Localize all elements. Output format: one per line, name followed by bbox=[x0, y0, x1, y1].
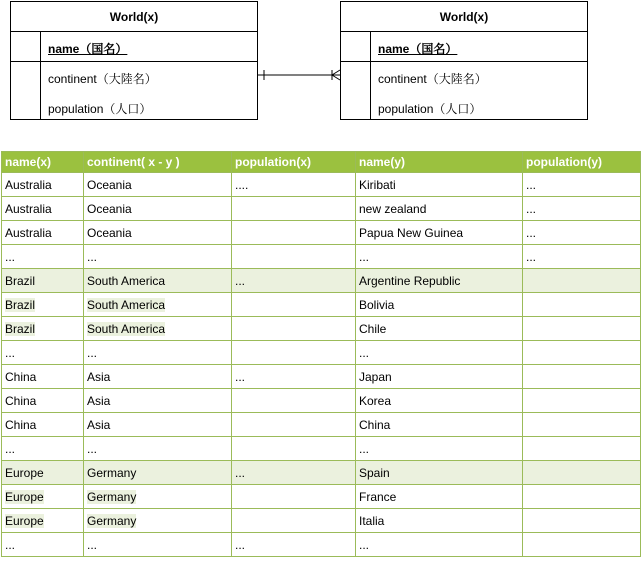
table-cell bbox=[523, 293, 641, 317]
table-cell bbox=[356, 509, 523, 533]
cell-text: Europe bbox=[5, 513, 44, 528]
table-cell bbox=[2, 437, 84, 461]
cell-text: Europe bbox=[5, 465, 44, 480]
cell-text: Europe bbox=[5, 489, 44, 504]
cell-text: ... bbox=[87, 441, 98, 456]
cell-text: Italia bbox=[359, 513, 385, 528]
table-row bbox=[2, 197, 641, 221]
table-cell bbox=[84, 461, 232, 485]
table-body bbox=[2, 173, 641, 557]
cell-text: South America bbox=[87, 297, 166, 312]
table-cell bbox=[2, 461, 84, 485]
column-header: name(y) bbox=[356, 152, 523, 173]
table-cell bbox=[523, 413, 641, 437]
table-cell bbox=[84, 413, 232, 437]
cell-text: ... bbox=[526, 225, 537, 240]
table-cell bbox=[84, 437, 232, 461]
table-cell bbox=[356, 269, 523, 293]
table-cell bbox=[84, 509, 232, 533]
cell-text: Argentine Republic bbox=[359, 273, 461, 288]
table-cell bbox=[232, 461, 356, 485]
table-cell bbox=[232, 173, 356, 197]
table-cell bbox=[356, 533, 523, 557]
table-cell bbox=[84, 173, 232, 197]
table-cell bbox=[84, 341, 232, 365]
cell-text: Brazil bbox=[5, 273, 36, 288]
cell-text: ... bbox=[5, 249, 16, 264]
cell-text: Asia bbox=[87, 393, 111, 408]
table-cell bbox=[232, 269, 356, 293]
cell-text: Spain bbox=[359, 465, 390, 480]
cell-text: China bbox=[359, 417, 391, 432]
cell-text: Germany bbox=[87, 489, 137, 504]
table-row bbox=[2, 389, 641, 413]
cell-text: ... bbox=[87, 345, 98, 360]
cell-text: new zealand bbox=[359, 201, 427, 216]
cell-text: ... bbox=[235, 369, 246, 384]
cell-text: ... bbox=[359, 345, 370, 360]
table-cell bbox=[232, 197, 356, 221]
cell-text: ... bbox=[235, 537, 246, 552]
table-cell bbox=[523, 341, 641, 365]
table-cell bbox=[2, 269, 84, 293]
cell-text: Oceania bbox=[87, 177, 132, 192]
table-cell bbox=[84, 245, 232, 269]
column-header: continent( x - y ) bbox=[84, 152, 232, 173]
cell-text: Oceania bbox=[87, 225, 132, 240]
table-row bbox=[2, 269, 641, 293]
table-cell bbox=[523, 197, 641, 221]
table-row bbox=[2, 317, 641, 341]
table-row bbox=[2, 533, 641, 557]
table-cell bbox=[84, 293, 232, 317]
table-cell bbox=[2, 485, 84, 509]
table-row bbox=[2, 293, 641, 317]
table-cell bbox=[2, 389, 84, 413]
cell-text: Asia bbox=[87, 417, 111, 432]
cell-text: Australia bbox=[5, 201, 52, 216]
table-row bbox=[2, 485, 641, 509]
cell-text: China bbox=[5, 417, 37, 432]
table-cell bbox=[84, 317, 232, 341]
table-cell bbox=[84, 197, 232, 221]
table-cell bbox=[356, 221, 523, 245]
table-cell bbox=[2, 173, 84, 197]
cell-text: ... bbox=[235, 465, 246, 480]
table-cell bbox=[523, 461, 641, 485]
table-cell bbox=[523, 365, 641, 389]
cell-text: .... bbox=[235, 177, 249, 192]
table-cell bbox=[2, 293, 84, 317]
column-header: population(y) bbox=[523, 152, 641, 173]
table-cell bbox=[232, 365, 356, 389]
many-marker-prong bbox=[332, 70, 340, 75]
table-cell bbox=[523, 269, 641, 293]
table-cell bbox=[84, 485, 232, 509]
cell-text: Kiribati bbox=[359, 177, 396, 192]
entity-attribute: population（人口） bbox=[378, 102, 482, 116]
cell-text: Bolivia bbox=[359, 297, 395, 312]
table-cell bbox=[356, 389, 523, 413]
table-cell bbox=[232, 245, 356, 269]
table-cell bbox=[232, 485, 356, 509]
table-cell bbox=[232, 437, 356, 461]
column-header: name(x) bbox=[2, 152, 84, 173]
table-cell bbox=[84, 269, 232, 293]
table-row bbox=[2, 365, 641, 389]
cell-text: ... bbox=[235, 273, 246, 288]
cell-text: Australia bbox=[5, 225, 52, 240]
table-row bbox=[2, 173, 641, 197]
column-header: population(x) bbox=[232, 152, 356, 173]
table-row bbox=[2, 461, 641, 485]
table-cell bbox=[84, 365, 232, 389]
cell-text: Germany bbox=[87, 465, 137, 480]
table-cell bbox=[523, 533, 641, 557]
table-cell bbox=[232, 221, 356, 245]
join-result-table bbox=[1, 151, 641, 557]
table-cell bbox=[523, 389, 641, 413]
table-cell bbox=[356, 461, 523, 485]
table-cell bbox=[356, 485, 523, 509]
table-row bbox=[2, 437, 641, 461]
table-cell bbox=[232, 413, 356, 437]
table-cell bbox=[232, 389, 356, 413]
cell-text: ... bbox=[359, 249, 370, 264]
cell-text: Australia bbox=[5, 177, 52, 192]
table-cell bbox=[2, 245, 84, 269]
cell-text: ... bbox=[526, 249, 537, 264]
cell-text: South America bbox=[87, 273, 166, 288]
table-cell bbox=[232, 533, 356, 557]
table-cell bbox=[523, 173, 641, 197]
cell-text: Papua New Guinea bbox=[359, 225, 464, 240]
table-cell bbox=[232, 509, 356, 533]
table-cell bbox=[2, 509, 84, 533]
cell-text: France bbox=[359, 489, 397, 504]
table-cell bbox=[2, 341, 84, 365]
table-cell bbox=[84, 221, 232, 245]
table-cell bbox=[523, 245, 641, 269]
entity-title: World(x) bbox=[341, 2, 587, 32]
table-cell bbox=[523, 317, 641, 341]
cell-text: Oceania bbox=[87, 201, 132, 216]
cell-text: Chile bbox=[359, 321, 387, 336]
table-cell bbox=[356, 341, 523, 365]
cell-text: ... bbox=[5, 537, 16, 552]
table-cell bbox=[356, 197, 523, 221]
table-cell bbox=[2, 197, 84, 221]
table-cell bbox=[232, 317, 356, 341]
table-cell bbox=[232, 293, 356, 317]
entity-title: World(x) bbox=[11, 2, 257, 32]
table-cell bbox=[2, 413, 84, 437]
cell-text: Germany bbox=[87, 513, 137, 528]
cell-text: ... bbox=[87, 249, 98, 264]
table-cell bbox=[356, 173, 523, 197]
table-cell bbox=[356, 413, 523, 437]
table-cell bbox=[523, 437, 641, 461]
table-cell bbox=[84, 533, 232, 557]
table-cell bbox=[84, 389, 232, 413]
table-row bbox=[2, 413, 641, 437]
table-cell bbox=[356, 245, 523, 269]
table-cell bbox=[356, 293, 523, 317]
cell-text: ... bbox=[359, 537, 370, 552]
cell-text: ... bbox=[526, 177, 537, 192]
table-cell bbox=[2, 365, 84, 389]
table-cell bbox=[523, 509, 641, 533]
table-cell bbox=[2, 317, 84, 341]
entity-primary-key: name（国名） bbox=[378, 42, 458, 56]
table-header-row bbox=[2, 152, 641, 173]
cell-text: Korea bbox=[359, 393, 392, 408]
table-cell bbox=[232, 341, 356, 365]
cell-text: Brazil bbox=[5, 321, 36, 336]
cell-text: ... bbox=[5, 345, 16, 360]
relationship-connector bbox=[0, 0, 641, 130]
cell-text: China bbox=[5, 369, 37, 384]
cell-text: ... bbox=[87, 537, 98, 552]
table-cell bbox=[523, 221, 641, 245]
entity-attribute: population（人口） bbox=[48, 102, 152, 116]
cell-text: South America bbox=[87, 321, 166, 336]
cell-text: Brazil bbox=[5, 297, 36, 312]
table-cell bbox=[356, 365, 523, 389]
table-cell bbox=[2, 221, 84, 245]
table-row bbox=[2, 245, 641, 269]
table-cell bbox=[356, 317, 523, 341]
cell-text: ... bbox=[526, 201, 537, 216]
table-cell bbox=[356, 437, 523, 461]
cell-text: Asia bbox=[87, 369, 111, 384]
cell-text: ... bbox=[359, 441, 370, 456]
table-row bbox=[2, 341, 641, 365]
cell-text: China bbox=[5, 393, 37, 408]
many-marker-prong bbox=[332, 75, 340, 80]
table-cell bbox=[2, 533, 84, 557]
cell-text: ... bbox=[5, 441, 16, 456]
entity-attribute: continent（大陸名） bbox=[378, 72, 487, 86]
table-row bbox=[2, 221, 641, 245]
table-row bbox=[2, 509, 641, 533]
entity-primary-key: name（国名） bbox=[48, 42, 128, 56]
table-cell bbox=[523, 485, 641, 509]
entity-attribute: continent（大陸名） bbox=[48, 72, 157, 86]
cell-text: Japan bbox=[359, 369, 392, 384]
